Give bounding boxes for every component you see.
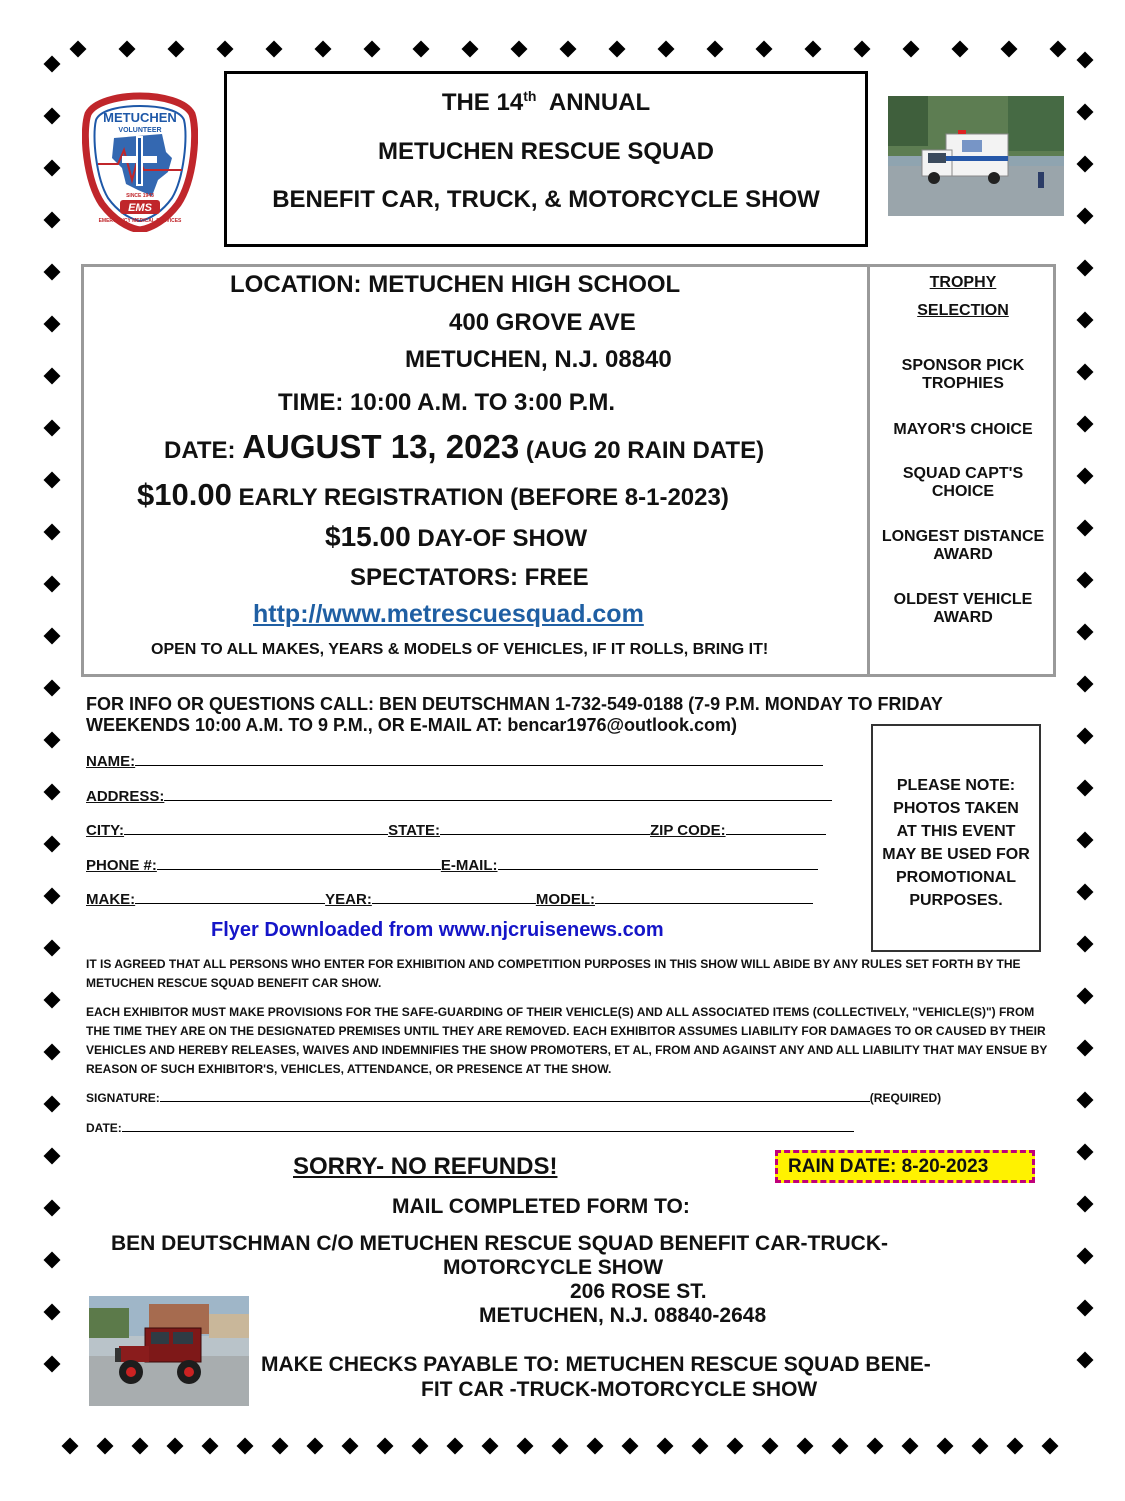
legal-paragraph-2: EACH EXHIBITOR MUST MAKE PROVISIONS FOR THE SAFE-GUARDING OF THEIR VEHICLE(S) AND ALL ASSOCIATED ITEMS (COLLECTIVELY, "VEHICLE(S)") FROM THE TIME THEY ARE ON THE DESIGNATED PREMISES UNTIL THEY ARE REMOVED. EACH EXHIBITOR ASSUMES LIABILITY FOR DAMAGES TO OR CAUSED BY THEIR VEHICLES AND HEREBY RELEASES, WAIVES AND INDEMNIFIES THE SHOW PROMOTERS, ET AL, FROM AND AGAINST ANY AND ALL LIABILITY THAT MAY ENSUE BY REASON OF SUCH EXHIBITOR'S, VEHICLES, ATTENDANCE, OR PRESENCE AT THE SHOW. — [86, 1005, 1048, 1076]
ambulance-photo — [888, 96, 1064, 216]
border-diamond — [1077, 52, 1094, 69]
address-label: ADDRESS: — [86, 788, 165, 805]
date-row — [86, 1120, 854, 1135]
border-diamond — [658, 41, 675, 58]
border-diamond — [1077, 156, 1094, 173]
day-of-line — [325, 521, 587, 553]
border-diamond — [44, 316, 61, 333]
zip-label: ZIP CODE: — [650, 822, 726, 839]
email-label: E-MAIL: — [440, 857, 498, 874]
border-diamond — [44, 680, 61, 697]
border-diamond — [1077, 260, 1094, 277]
spectators-line: SPECTATORS: FREE — [350, 564, 589, 591]
year-label: YEAR: — [325, 891, 372, 908]
border-diamond — [1077, 988, 1094, 1005]
border-diamond — [756, 41, 773, 58]
trophy-title-2: SELECTION — [917, 302, 1009, 319]
border-diamond — [1077, 104, 1094, 121]
city-row — [86, 820, 826, 839]
border-diamond — [1077, 1144, 1094, 1161]
border-diamond — [1007, 1438, 1024, 1455]
photo-note-box — [871, 724, 1041, 952]
city-label: CITY: — [86, 822, 125, 839]
header-box — [224, 71, 868, 247]
name-row — [86, 751, 823, 770]
time-label: TIME: — [278, 389, 344, 416]
border-diamond — [1077, 1300, 1094, 1317]
border-diamond — [44, 264, 61, 281]
border-diamond — [902, 1438, 919, 1455]
border-diamond — [44, 1096, 61, 1113]
border-diamond — [622, 1438, 639, 1455]
border-diamond — [44, 108, 61, 125]
border-diamond — [482, 1438, 499, 1455]
header-edition-suffix: th — [523, 88, 537, 104]
border-diamond — [44, 836, 61, 853]
border-diamond — [1077, 1248, 1094, 1265]
border-diamond — [266, 41, 283, 58]
border-diamond — [44, 784, 61, 801]
city-field[interactable] — [124, 820, 388, 835]
open-to-line: OPEN TO ALL MAKES, YEARS & MODELS OF VEHICLES, IF IT ROLLS, BRING IT! — [151, 641, 769, 658]
border-diamond — [867, 1438, 884, 1455]
border-diamond — [1077, 1352, 1094, 1369]
rescue-squad-logo — [82, 92, 198, 232]
signature-label: SIGNATURE: — [86, 1091, 160, 1105]
logo-top-text: METUCHEN — [103, 110, 177, 125]
border-diamond — [511, 41, 528, 58]
border-diamond — [692, 1438, 709, 1455]
border-diamond — [413, 41, 430, 58]
location-name: METUCHEN HIGH SCHOOL — [368, 271, 681, 298]
rain-date-badge: RAIN DATE: 8-20-2023 — [775, 1150, 1035, 1183]
trophy-longest-distance: LONGEST DISTANCE AWARD — [881, 528, 1045, 563]
border-diamond — [97, 1438, 114, 1455]
border-diamond — [44, 628, 61, 645]
name-label: NAME: — [86, 753, 136, 770]
address-field[interactable] — [164, 786, 832, 801]
border-diamond — [1077, 1196, 1094, 1213]
border-diamond — [1077, 780, 1094, 797]
email-field[interactable] — [498, 855, 818, 870]
border-diamond — [44, 1200, 61, 1217]
date-field-label: DATE: — [86, 1121, 122, 1135]
header-annual: ANNUAL — [548, 89, 651, 116]
border-diamond — [1042, 1438, 1059, 1455]
border-diamond — [168, 41, 185, 58]
time-value: 10:00 A.M. TO 3:00 P.M. — [350, 389, 615, 416]
mail-street: 206 ROSE ST. — [570, 1280, 707, 1303]
date-label: DATE: — [164, 437, 236, 464]
border-diamond — [805, 41, 822, 58]
header-line-1 — [227, 88, 865, 117]
border-diamond — [903, 41, 920, 58]
border-diamond — [797, 1438, 814, 1455]
border-diamond — [167, 1438, 184, 1455]
border-diamond — [552, 1438, 569, 1455]
logo-sub-text: VOLUNTEER — [118, 127, 162, 134]
header-line-3: BENEFIT CAR, TRUCK, & MOTORCYCLE SHOW — [272, 186, 820, 213]
checks-line-1: MAKE CHECKS PAYABLE TO: METUCHEN RESCUE SQUAD BENE- — [261, 1353, 931, 1376]
trophy-oldest-vehicle: OLDEST VEHICLE AWARD — [893, 591, 1033, 626]
border-diamond — [1001, 41, 1018, 58]
border-diamond — [462, 41, 479, 58]
logo-ems-text: EMS — [128, 202, 152, 214]
border-diamond — [44, 1252, 61, 1269]
border-diamond — [727, 1438, 744, 1455]
border-diamond — [44, 420, 61, 437]
border-diamond — [762, 1438, 779, 1455]
border-diamond — [44, 524, 61, 541]
border-diamond — [1077, 832, 1094, 849]
trophy-sponsor: SPONSOR PICK TROPHIES — [901, 357, 1025, 392]
border-diamond — [62, 1438, 79, 1455]
border-diamond — [237, 1438, 254, 1455]
mail-heading: MAIL COMPLETED FORM TO: — [392, 1195, 690, 1218]
border-diamond — [377, 1438, 394, 1455]
early-text: EARLY REGISTRATION (BEFORE 8-1-2023) — [238, 484, 729, 511]
border-diamond — [1077, 1040, 1094, 1057]
border-diamond — [1077, 884, 1094, 901]
border-diamond — [272, 1438, 289, 1455]
phone-field[interactable] — [157, 855, 441, 870]
border-diamond — [44, 368, 61, 385]
border-diamond — [1077, 468, 1094, 485]
name-field[interactable] — [135, 751, 823, 766]
location-label: LOCATION: — [230, 271, 362, 298]
mail-line-1: BEN DEUTSCHMAN C/O METUCHEN RESCUE SQUAD BENEFIT CAR-TRUCK- — [111, 1232, 888, 1255]
make-field[interactable] — [135, 889, 325, 904]
border-diamond — [1077, 312, 1094, 329]
zip-field[interactable] — [726, 820, 826, 835]
legal-paragraph-1: IT IS AGREED THAT ALL PERSONS WHO ENTER FOR EXHIBITION AND COMPETITION PURPOSES IN THIS SHOW WILL ABIDE BY ANY RULES SET FORTH BY THE METUCHEN RESCUE SQUAD BENEFIT CAR SHOW. — [86, 957, 1021, 990]
border-diamond — [44, 1356, 61, 1373]
border-diamond — [560, 41, 577, 58]
border-diamond — [1050, 41, 1067, 58]
border-diamond — [832, 1438, 849, 1455]
location-street: 400 GROVE AVE — [449, 309, 636, 336]
border-diamond — [1077, 572, 1094, 589]
logo-bottom-text: EMERGENCY MEDICAL SERVICES — [98, 218, 182, 224]
photo-note-text: PLEASE NOTE: PHOTOS TAKEN AT THIS EVENT MAY BE USED FOR PROMOTIONAL PURPOSES. — [882, 777, 1030, 909]
border-diamond — [342, 1438, 359, 1455]
border-diamond — [44, 160, 61, 177]
border-diamond — [854, 41, 871, 58]
year-field[interactable] — [372, 889, 536, 904]
trophy-squad-capt: SQUAD CAPT'S CHOICE — [902, 465, 1024, 500]
border-diamond — [307, 1438, 324, 1455]
border-diamond — [447, 1438, 464, 1455]
address-row — [86, 786, 832, 805]
border-diamond — [44, 56, 61, 73]
border-diamond — [217, 41, 234, 58]
border-diamond — [364, 41, 381, 58]
contact-line-2: WEEKENDS 10:00 A.M. TO 9 P.M., OR E-MAIL AT: bencar1976@outlook.com) — [86, 715, 738, 735]
border-diamond — [412, 1438, 429, 1455]
border-diamond — [202, 1438, 219, 1455]
no-refunds: SORRY- NO REFUNDS! — [293, 1153, 558, 1180]
border-diamond — [315, 41, 332, 58]
border-diamond — [1077, 520, 1094, 537]
phone-label: PHONE #: — [86, 857, 157, 874]
time-line — [278, 389, 615, 417]
border-diamond — [1077, 936, 1094, 953]
make-label: MAKE: — [86, 891, 136, 908]
border-diamond — [707, 41, 724, 58]
trophy-title-1: TROPHY — [929, 274, 997, 291]
border-diamond — [44, 940, 61, 957]
border-diamond — [44, 992, 61, 1009]
border-diamond — [44, 576, 61, 593]
date-field[interactable] — [122, 1120, 854, 1132]
border-diamond — [517, 1438, 534, 1455]
border-diamond — [1077, 364, 1094, 381]
border-diamond — [1077, 676, 1094, 693]
border-diamond — [44, 1044, 61, 1061]
trophy-mayor: MAYOR'S CHOICE — [893, 421, 1033, 438]
vehicle-row — [86, 889, 813, 908]
border-diamond — [1077, 728, 1094, 745]
header-edition: THE 14 — [441, 89, 524, 116]
header-line-2: METUCHEN RESCUE SQUAD — [377, 138, 715, 165]
day-text: DAY-OF SHOW — [417, 525, 588, 552]
signature-field[interactable] — [160, 1090, 870, 1102]
model-field[interactable] — [595, 889, 813, 904]
date-value: AUGUST 13, 2023 — [242, 428, 520, 465]
signature-row — [86, 1090, 941, 1105]
website-link[interactable]: http://www.metrescuesquad.com — [253, 600, 644, 628]
model-label: MODEL: — [535, 891, 596, 908]
signature-required: (REQUIRED) — [869, 1091, 942, 1105]
mail-line-2: MOTORCYCLE SHOW — [443, 1256, 664, 1279]
download-watermark: Flyer Downloaded from www.njcruisenews.com — [211, 919, 664, 941]
antique-car-photo — [89, 1296, 249, 1406]
border-diamond — [132, 1438, 149, 1455]
border-diamond — [972, 1438, 989, 1455]
mail-city: METUCHEN, N.J. 08840-2648 — [479, 1304, 767, 1327]
early-price: $10.00 — [137, 477, 232, 512]
logo-since-text: SINCE 1943 — [126, 193, 154, 199]
border-diamond — [44, 212, 61, 229]
border-diamond — [952, 41, 969, 58]
date-line — [164, 428, 764, 466]
location-line — [230, 271, 680, 299]
contact-line-1: FOR INFO OR QUESTIONS CALL: BEN DEUTSCHMAN 1-732-549-0188 (7-9 P.M. MONDAY TO FRIDAY — [86, 694, 943, 714]
checks-line-2: FIT CAR -TRUCK-MOTORCYCLE SHOW — [421, 1378, 818, 1401]
border-diamond — [44, 888, 61, 905]
border-diamond — [44, 1304, 61, 1321]
phone-row — [86, 855, 818, 874]
day-price: $15.00 — [325, 521, 411, 552]
state-field[interactable] — [440, 820, 650, 835]
border-diamond — [1077, 416, 1094, 433]
border-diamond — [70, 41, 87, 58]
border-diamond — [44, 472, 61, 489]
rain-date-note: (AUG 20 RAIN DATE) — [525, 437, 765, 464]
location-city: METUCHEN, N.J. 08840 — [405, 346, 672, 373]
border-diamond — [1077, 624, 1094, 641]
early-registration-line — [137, 477, 729, 513]
border-diamond — [44, 1148, 61, 1165]
state-label: STATE: — [388, 822, 440, 839]
border-diamond — [44, 732, 61, 749]
border-diamond — [609, 41, 626, 58]
border-diamond — [1077, 208, 1094, 225]
border-diamond — [119, 41, 136, 58]
border-diamond — [1077, 1092, 1094, 1109]
border-diamond — [657, 1438, 674, 1455]
border-diamond — [587, 1438, 604, 1455]
border-diamond — [937, 1438, 954, 1455]
